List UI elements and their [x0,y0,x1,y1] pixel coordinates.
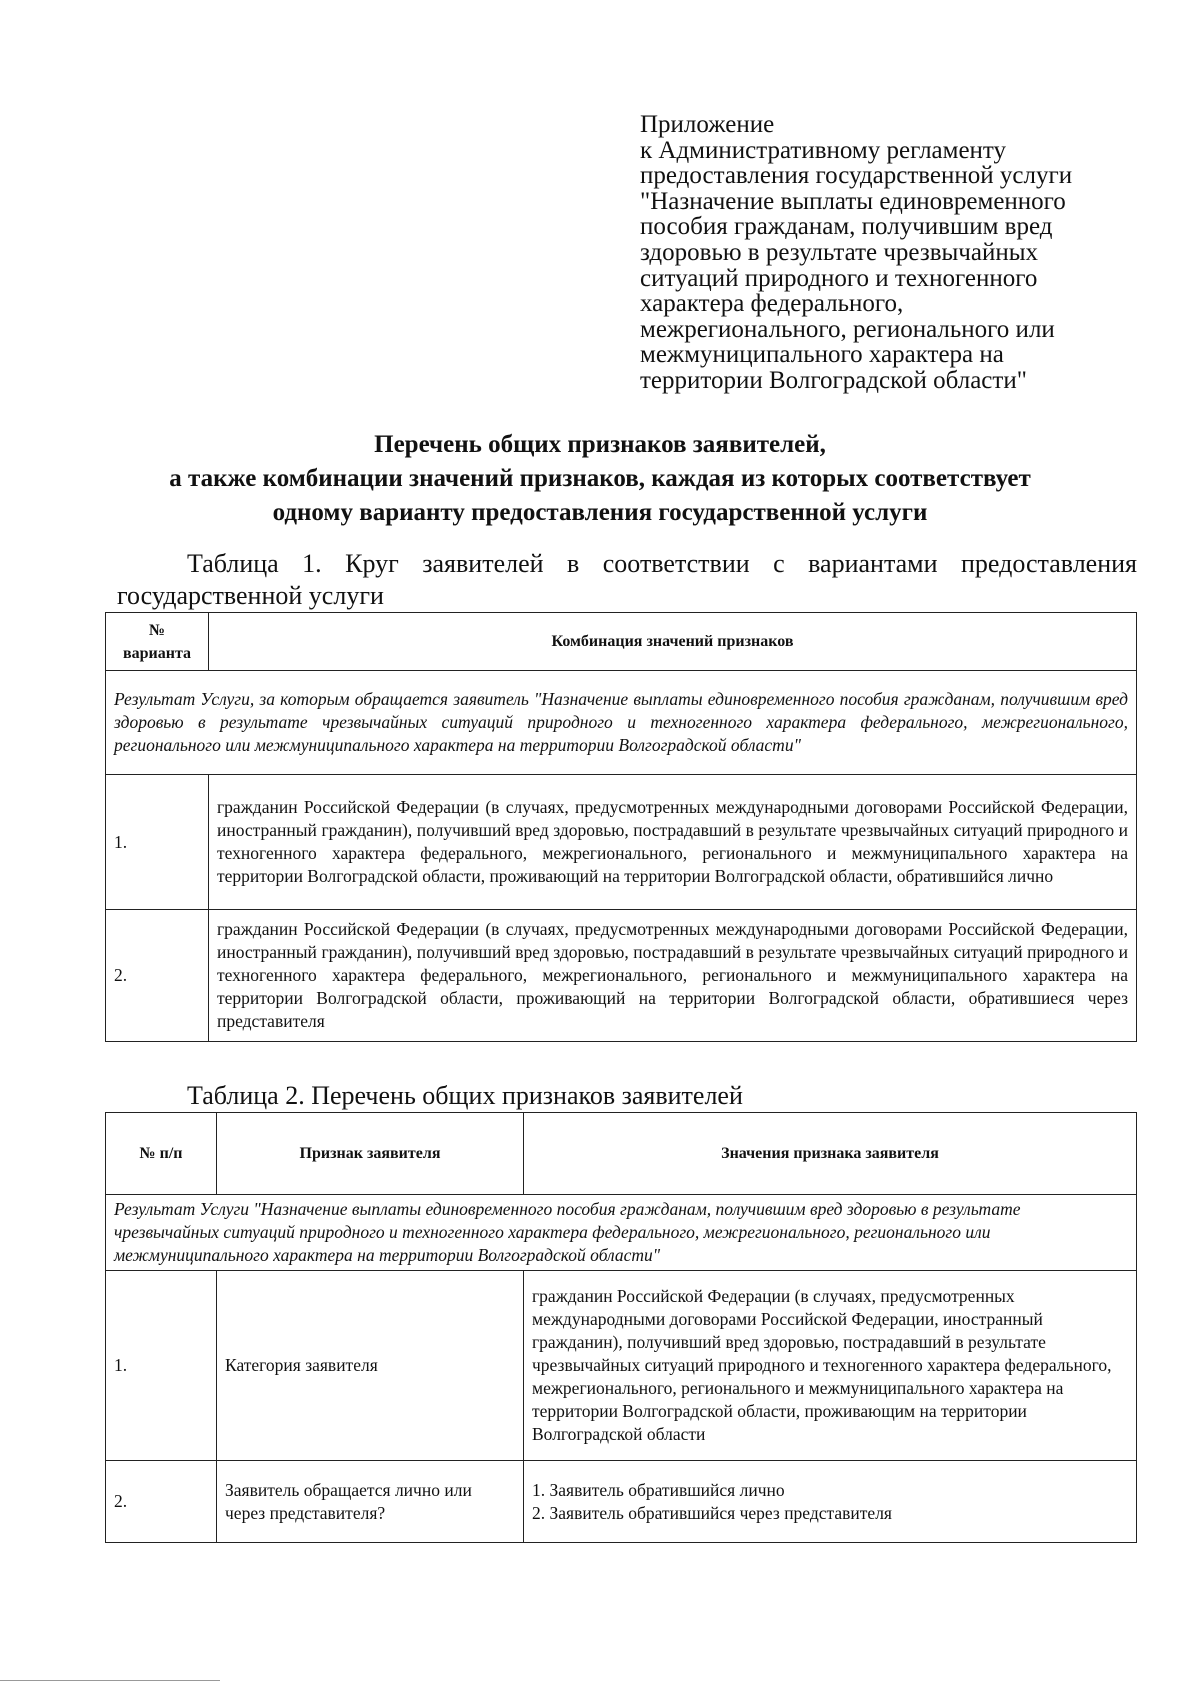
header-attribute: Признак заявителя [217,1113,524,1195]
result-row [106,671,1137,775]
table-header-row [106,1113,1137,1195]
result-description: Результат Услуги "Назначение выплаты единовременного пособия гражданам, получившим вред здоровью в результате чрезвычайных ситуаций природного и техногенного характера федерального, межрегионального, регионального или межмуниципального характера на территории Волгоградской области" [106,1195,1137,1271]
applicant-variants-table [105,612,1137,1042]
table2-caption: Таблица 2. Перечень общих признаков заявителей [187,1081,743,1110]
attribute-values: 1. Заявитель обратившийся лично 2. Заявитель обратившийся через представителя [524,1461,1137,1543]
page-title: Перечень общих признаков заявителей, а также комбинации значений признаков, каждая из которых соответствует одному варианту предоставления государственной услуги [169,431,1031,526]
header-attribute-values: Значения признака заявителя [524,1113,1137,1195]
table-row [106,775,1137,910]
table-row [106,1461,1137,1543]
variant-combination: гражданин Российской Федерации (в случаях, предусмотренных международными договорами Российской Федерации, иностранный гражданин), получивший вред здоровью, пострадавший в результате чрезвычайных ситуаций природного и техногенного характера федерального, межрегионального, регионального и межмуниципального характера на территории Волгоградской области, проживающий на территории Волгоградской области, обратившиеся через представителя [209,910,1137,1042]
header-variant-number: № варианта [106,613,209,671]
table-header-row [106,613,1137,671]
attribute-name: Заявитель обращается лично или через представителя? [217,1461,524,1543]
row-number: 2. [106,1461,217,1543]
table-row [106,910,1137,1042]
variant-number: 1. [106,775,209,910]
applicant-attributes-table [105,1112,1137,1543]
result-row [106,1195,1137,1271]
attribute-values: гражданин Российской Федерации (в случаях, предусмотренных международными договорами Российской Федерации, иностранный гражданин), получивший вред здоровью, пострадавший в результате чрезвычайных ситуаций природного и техногенного характера федерального, межрегионального, регионального и межмуниципального характера на территории Волгоградской области, проживающим на территории Волгоградской области [524,1271,1137,1461]
variant-combination: гражданин Российской Федерации (в случаях, предусмотренных международными договорами Российской Федерации, иностранный гражданин), получивший вред здоровью, пострадавший в результате чрезвычайных ситуаций природного и техногенного характера федерального, межрегионального, регионального и межмуниципального характера на территории Волгоградской области, проживающий на территории Волгоградской области, обратившийся лично [209,775,1137,910]
attribute-name: Категория заявителя [217,1271,524,1461]
annex-note: Приложение к Административному регламенту предоставления государственной услуги "Назначение выплаты единовременного пособия гражданам, получившим вред здоровью в результате чрезвычайных ситуаций природного и техногенного характера федерального, межрегионального, регионального или межмуниципального характера на территории Волгоградской области" [640,111,1073,394]
table-row [106,1271,1137,1461]
result-description: Результат Услуги, за которым обращается заявитель "Назначение выплаты единовременного пособия гражданам, получившим вред здоровью в результате чрезвычайных ситуаций природного и техногенного характера федерального, межрегионального, регионального или межмуниципального характера на территории Волгоградской области" [106,671,1137,775]
table1-caption: Таблица 1. Круг заявителей в соответствии с вариантами предоставления государственной услуги [117,549,1137,610]
variant-number: 2. [106,910,209,1042]
page-edge-line [0,1680,220,1681]
row-number: 1. [106,1271,217,1461]
header-row-number: № п/п [106,1113,217,1195]
header-combination: Комбинация значений признаков [209,613,1137,671]
